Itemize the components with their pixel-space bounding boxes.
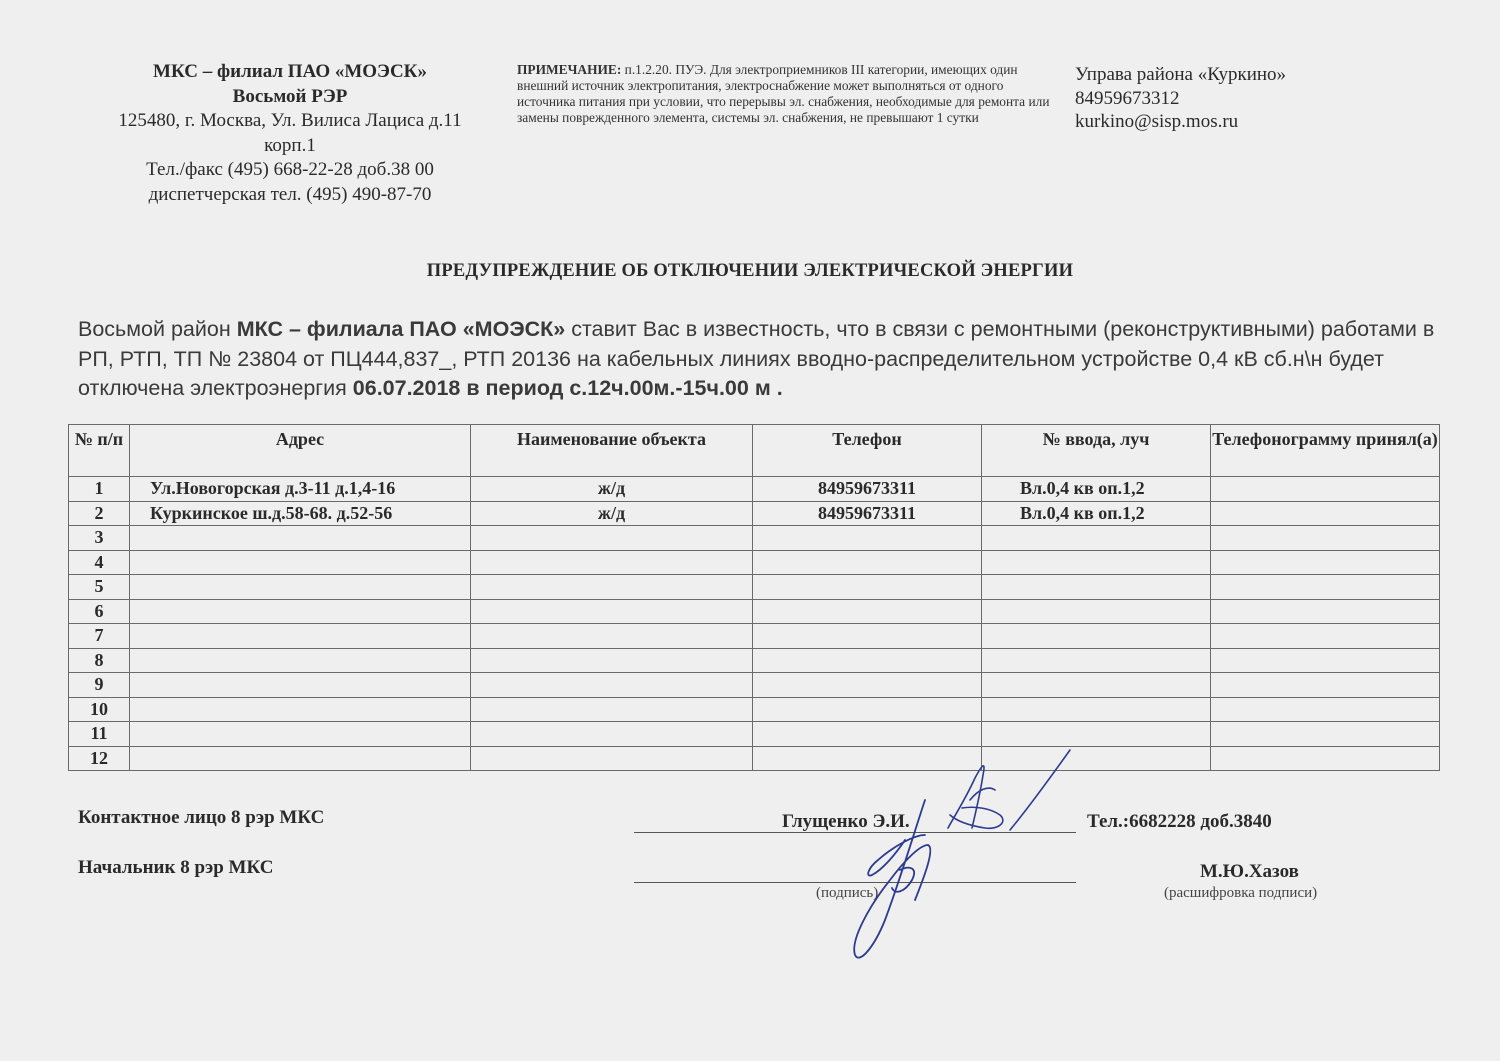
- row-number: 2: [69, 501, 130, 526]
- header-phone: Телефон: [753, 425, 982, 477]
- row-received: [1211, 746, 1440, 771]
- sender-phone-fax: Тел./факс (495) 668-22-28 доб.38 00: [146, 159, 434, 180]
- sender-division: Восьмой РЭР: [232, 85, 348, 107]
- recipient-name: Управа района «Куркино»: [1075, 64, 1287, 85]
- sender-org: МКС – филиал ПАО «МОЭСК»: [153, 61, 427, 82]
- outage-table: [68, 424, 1440, 771]
- row-input: [982, 697, 1211, 722]
- row-address: [130, 575, 471, 600]
- row-address: [130, 526, 471, 551]
- row-received: [1211, 648, 1440, 673]
- row-received: [1211, 673, 1440, 698]
- row-input: [982, 648, 1211, 673]
- row-address: [130, 550, 471, 575]
- sender-block: [70, 60, 510, 207]
- table-header-row: [69, 425, 1440, 477]
- row-object: [471, 526, 753, 551]
- intro-part-3: ставит Вас в известность, что в связи с ремонтными (реконструктивными) работами в РП, РТП, ТП № 23804 от ПЦ444,837_, РТП 20136 на кабельных линиях вводно-распределительном устройстве 0,4 кВ сб.н\н будет отключена электроэнергия: [78, 317, 1435, 400]
- row-object: [471, 575, 753, 600]
- table-row: [69, 477, 1440, 502]
- row-phone: [753, 550, 982, 575]
- table-row: [69, 648, 1440, 673]
- header-received-by: Телефонограмму принял(а): [1211, 425, 1440, 477]
- table-row: [69, 673, 1440, 698]
- row-phone: [753, 624, 982, 649]
- row-phone: [753, 722, 982, 747]
- row-input: [982, 624, 1211, 649]
- note-block: [517, 62, 1057, 126]
- header-object-name: Наименование объекта: [471, 425, 753, 477]
- row-received: [1211, 624, 1440, 649]
- row-object: [471, 697, 753, 722]
- row-number: 6: [69, 599, 130, 624]
- sender-address: 125480, г. Москва, Ул. Вилиса Лациса д.11: [118, 110, 462, 131]
- row-object: [471, 550, 753, 575]
- note-text: п.1.2.20. ПУЭ. Для электроприемников III категории, имеющих один внешний источник электропитания, электроснабжение может выполняться от одного источника питания при условии, что перерывы эл. снабжения, необходимые для ремонта или замены поврежденного элемента, системы эл. снабжения, не превышают 1 сутки: [517, 62, 1050, 125]
- chief-signature-line: [634, 882, 1076, 883]
- decoding-caption: (расшифровка подписи): [1164, 885, 1318, 901]
- intro-date-period: 06.07.2018 в период с.12ч.00м.-15ч.00 м .: [352, 376, 783, 400]
- row-number: 9: [69, 673, 130, 698]
- intro-part-1: Восьмой район: [78, 317, 237, 341]
- row-address: [130, 648, 471, 673]
- table-row: [69, 501, 1440, 526]
- row-received: [1211, 477, 1440, 502]
- row-address: [130, 746, 471, 771]
- row-received: [1211, 722, 1440, 747]
- sender-dispatch-phone: диспетчерская тел. (495) 490-87-70: [148, 183, 432, 205]
- row-phone: [753, 648, 982, 673]
- intro-org: МКС – филиала ПАО «МОЭСК»: [236, 317, 566, 341]
- row-address: [130, 673, 471, 698]
- row-phone: [753, 697, 982, 722]
- signature-caption: (подпись): [816, 885, 879, 901]
- chief-name: М.Ю.Хазов: [1200, 861, 1299, 882]
- row-phone: [753, 599, 982, 624]
- row-address: [130, 599, 471, 624]
- row-address: Куркинское ш.д.58-68. д.52-56: [130, 501, 471, 526]
- document-title: ПРЕДУПРЕЖДЕНИЕ ОБ ОТКЛЮЧЕНИИ ЭЛЕКТРИЧЕСКОЙ ЭНЕРГИИ: [426, 261, 1074, 281]
- row-number: 1: [69, 477, 130, 502]
- row-input: [982, 526, 1211, 551]
- table-row: [69, 722, 1440, 747]
- row-number: 7: [69, 624, 130, 649]
- contact-person-name: Глущенко Э.И.: [782, 811, 910, 832]
- row-number: 11: [69, 722, 130, 747]
- sender-address-building: корп.1: [264, 134, 316, 156]
- row-input: Вл.0,4 кв оп.1,2: [982, 501, 1211, 526]
- row-address: [130, 624, 471, 649]
- intro-paragraph: [78, 315, 1458, 404]
- row-object: [471, 746, 753, 771]
- contact-person-label: Контактное лицо 8 рэр МКС: [78, 807, 325, 828]
- row-phone: [753, 526, 982, 551]
- row-input: [982, 550, 1211, 575]
- recipient-phone: 84959673312: [1075, 87, 1180, 109]
- row-received: [1211, 599, 1440, 624]
- row-input: [982, 746, 1211, 771]
- row-phone: [753, 575, 982, 600]
- row-input: [982, 722, 1211, 747]
- row-phone: 84959673311: [753, 501, 982, 526]
- table-row: [69, 624, 1440, 649]
- row-object: [471, 722, 753, 747]
- row-received: [1211, 501, 1440, 526]
- row-object: [471, 648, 753, 673]
- row-received: [1211, 575, 1440, 600]
- row-address: [130, 722, 471, 747]
- row-input: [982, 575, 1211, 600]
- row-address: Ул.Новогорская д.3-11 д.1,4-16: [130, 477, 471, 502]
- row-phone: [753, 673, 982, 698]
- row-phone: 84959673311: [753, 477, 982, 502]
- note-label: ПРИМЕЧАНИЕ:: [517, 62, 622, 77]
- contact-phone: Тел.:6682228 доб.3840: [1087, 811, 1272, 832]
- row-number: 12: [69, 746, 130, 771]
- row-number: 10: [69, 697, 130, 722]
- row-number: 5: [69, 575, 130, 600]
- row-received: [1211, 550, 1440, 575]
- header-address: Адрес: [130, 425, 471, 477]
- row-object: [471, 673, 753, 698]
- row-phone: [753, 746, 982, 771]
- row-received: [1211, 526, 1440, 551]
- header-input-ray: № ввода, луч: [982, 425, 1211, 477]
- recipient-block: [1075, 63, 1405, 134]
- table-row: [69, 526, 1440, 551]
- row-object: ж/д: [471, 501, 753, 526]
- row-object: [471, 599, 753, 624]
- recipient-email: kurkino@sisp.mos.ru: [1075, 111, 1239, 132]
- table-row: [69, 599, 1440, 624]
- row-number: 8: [69, 648, 130, 673]
- row-input: [982, 673, 1211, 698]
- table-row: [69, 575, 1440, 600]
- table-row: [69, 746, 1440, 771]
- row-number: 4: [69, 550, 130, 575]
- table-row: [69, 550, 1440, 575]
- table-row: [69, 697, 1440, 722]
- row-object: [471, 624, 753, 649]
- row-object: ж/д: [471, 477, 753, 502]
- row-input: [982, 599, 1211, 624]
- row-number: 3: [69, 526, 130, 551]
- row-address: [130, 697, 471, 722]
- chief-label: Начальник 8 рэр МКС: [78, 857, 274, 878]
- row-received: [1211, 697, 1440, 722]
- row-input: Вл.0,4 кв оп.1,2: [982, 477, 1211, 502]
- header-number: № п/п: [69, 425, 130, 477]
